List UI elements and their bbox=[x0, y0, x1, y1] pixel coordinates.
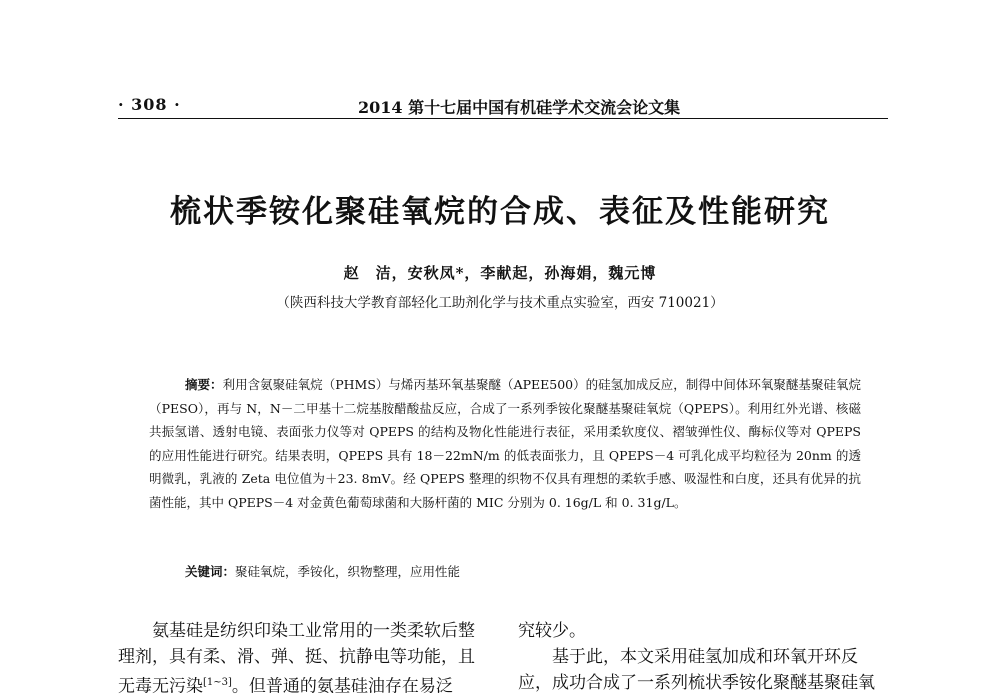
citation: [1~3] bbox=[203, 677, 232, 688]
keywords-text: 聚硅氧烷，季铵化，织物整理，应用性能 bbox=[235, 564, 461, 579]
body-column-right bbox=[518, 618, 890, 696]
abstract-text: 利用含氨聚硅氧烷（PHMS）与烯丙基环氧基聚醚（APEE500）的硅氢加成反应，制得中间体环氧聚醚基聚硅氧烷（PESO），再与 N，N－二甲基十二烷基胺醋酸盐反应，合成了一系列季铵化聚醚基聚硅氧烷（QPEPS）。利用红外光谱、核磁共振氢谱、透射电镜、表面张力仪等对 QPEPS 的结构及物化性能进行表征，采用柔软度仪、褶皱弹性仪、酶标仪等对 QPEPS 的应用性能进行研究。结果表明，QPEPS 具有 18－22mN/m 的低表面张力，且 QPEPS－4 可乳化成平均粒径为 20nm 的透明微乳，乳液的 Zeta 电位值为＋23. 8mV。经 QPEPS 整理的织物不仅具有理想的柔软手感、吸湿性和白度，还具有优异的抗菌性能，其中 QPEPS－4 对金黄色葡萄球菌和大肠杆菌的 MIC 分别为 0. 16g/L 和 0. 31g/L。 bbox=[149, 377, 861, 510]
abstract-label: 摘要： bbox=[185, 377, 223, 392]
body-line: 氨基硅是纺织印染工业常用的一类柔软后整 bbox=[152, 621, 475, 641]
body-line bbox=[118, 670, 498, 700]
keywords bbox=[185, 562, 861, 580]
header-rule bbox=[118, 118, 888, 119]
affiliation: （陕西科技大学教育部轻化工助剂化学与技术重点实验室，西安 710021） bbox=[276, 295, 724, 311]
body-line: 究较少。 bbox=[518, 621, 586, 641]
author-list: 赵 洁，安秋凤*，李献起，孙海娟，魏元博 bbox=[343, 264, 657, 282]
running-title: 2014 第十七届中国有机硅学术交流会论文集 bbox=[358, 98, 681, 117]
paper-title: 梳状季铵化聚硅氧烷的合成、表征及性能研究 bbox=[170, 194, 830, 230]
body-line: 理剂，具有柔、滑、弹、挺、抗静电等功能，且 bbox=[118, 647, 475, 667]
body-text: 。但普通的氨基硅油存在易泛 bbox=[231, 676, 453, 697]
body-line: 应，成功合成了一系列梳状季铵化聚醚基聚硅氧 bbox=[518, 673, 875, 693]
body-column-left bbox=[118, 618, 498, 700]
body-line: 基于此，本文采用硅氢加成和环氧开环反 bbox=[552, 647, 858, 667]
abstract bbox=[149, 373, 861, 514]
body-text: 无毒无污染 bbox=[118, 676, 203, 697]
page-number: · 308 · bbox=[118, 95, 181, 114]
keywords-label: 关键词： bbox=[185, 564, 236, 579]
